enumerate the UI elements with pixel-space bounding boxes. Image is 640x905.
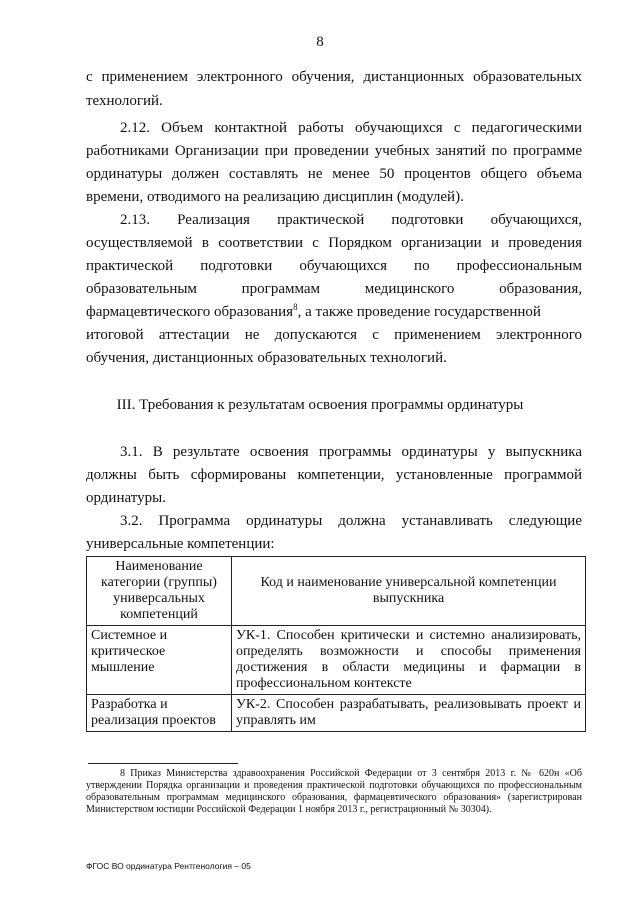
text-line: итоговой аттестации не допускаются с применением электронного (86, 327, 582, 343)
text-line: ординатуры должен составлять не менее 50 процентов общего объема (86, 166, 582, 182)
text-line: с применением электронного обучения, дистанционных образовательных (86, 69, 582, 85)
page-number: 8 (316, 34, 324, 50)
text-line: универсальные компетенции: (86, 536, 275, 552)
text-line: должны быть сформированы компетенции, установленные программой (86, 467, 582, 483)
table-cell-competence: УК-1. Способен критически и системно анализировать, определять возможности и способы применения достижения в области медицины и фармации в профессиональном контексте (232, 626, 586, 695)
text-line: практической подготовки обучающихся по профессиональным (86, 258, 582, 274)
table-cell-category: Системное и критическое мышление (87, 626, 232, 695)
section-heading: III. Требования к результатам освоения программы ординатуры (116, 397, 524, 413)
text-line: 2.12. Объем контактной работы обучающихся с педагогическими (120, 120, 582, 136)
table-header-competence: Код и наименование универсальной компетенции выпускника (232, 557, 586, 626)
table-row (87, 695, 586, 732)
table-header-category: Наименование категории (группы) универсальных компетенций (87, 557, 232, 626)
text-line: образовательным программам медицинского образования, (86, 281, 582, 297)
table-cell-competence: УК-2. Способен разрабатывать, реализовывать проект и управлять им (232, 695, 586, 732)
text-line: 3.1. В результате освоения программы ординатуры у выпускника (120, 444, 582, 460)
text-line: ординатуры. (86, 490, 166, 506)
text-line (86, 303, 582, 321)
text-line: времени, отводимого на реализацию дисциплин (модулей). (86, 189, 464, 205)
table-header-row (87, 557, 586, 626)
page-footer: ФГОС ВО ординатура Рентгенология – 05 (86, 861, 251, 871)
table-row (87, 626, 586, 695)
text-line: 2.13. Реализация практической подготовки обучающихся, (120, 212, 582, 228)
text-line: обучения, дистанционных образовательных технологий. (86, 350, 447, 366)
text-line: технологий. (86, 93, 163, 109)
text-line: 3.2. Программа ординатуры должна устанавливать следующие (120, 513, 582, 529)
text-fragment: фармацевтического образования (86, 304, 294, 320)
text-fragment: , а также проведение государственной (297, 304, 541, 320)
text-line: работниками Организации при проведении учебных занятий по программе (86, 143, 582, 159)
text-line: осуществляемой в соответствии с Порядком организации и проведения (86, 235, 582, 251)
footnote-divider (88, 763, 238, 764)
table-cell-category: Разработка и реализация проектов (87, 695, 232, 732)
competence-table (86, 556, 586, 732)
footnote-reference: 8 (293, 302, 298, 312)
footnote: 8 Приказ Министерства здравоохранения Российской Федерации от 3 сентября 2013 г. № 620н «Об утверждении Порядка организации и проведения практической подготовки обучающихся по профессиональным образовательным программам медицинского образования, фармацевтического образования» (зарегистрирован Министерством юстиции Российской Федерации 1 ноября 2013 г., регистрационный № 30304). (86, 768, 582, 815)
